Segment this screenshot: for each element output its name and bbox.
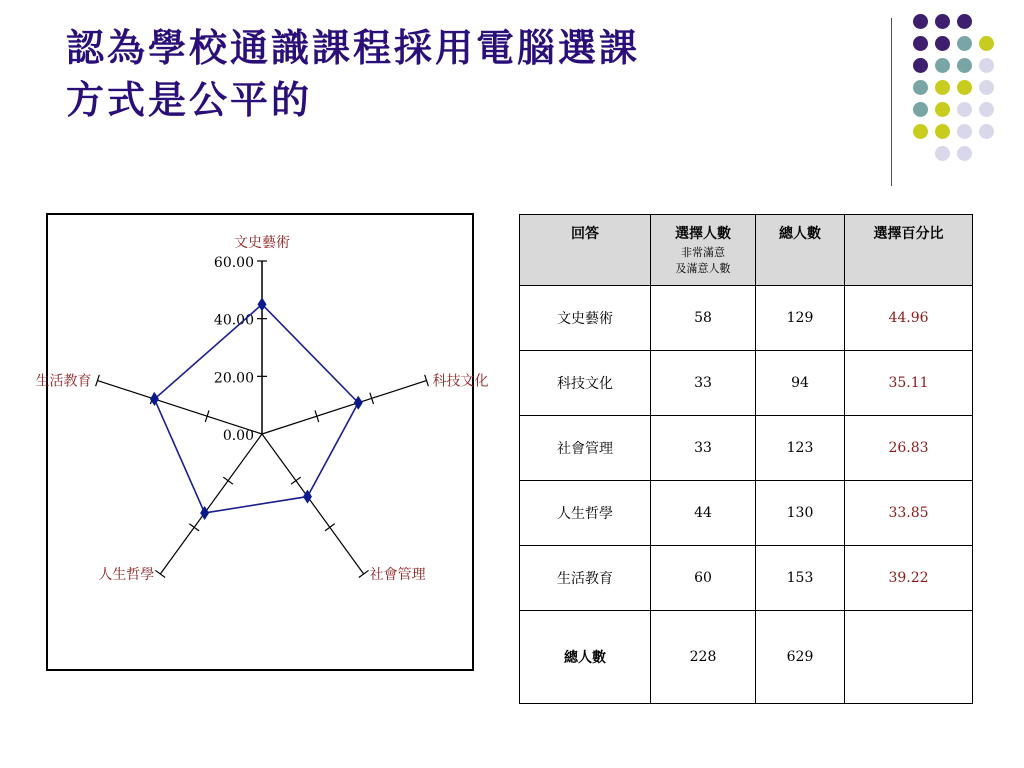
- radar-data-point: [150, 392, 159, 406]
- radar-category-label: 社會管理: [369, 566, 426, 583]
- cell-percent: 35.11: [845, 351, 973, 416]
- decorative-dot-grid: [895, 8, 1020, 173]
- table-row: [520, 481, 973, 546]
- decorative-dot: [913, 102, 928, 117]
- table-row: [520, 351, 973, 416]
- cell-chosen: 60: [651, 546, 756, 611]
- decorative-dot: [935, 102, 950, 117]
- header-chosen: 選擇人數 非常滿意 及滿意人數: [651, 215, 756, 286]
- decorative-dot: [957, 80, 972, 95]
- radar-chart: [35, 215, 489, 669]
- table-total-row: [520, 611, 973, 704]
- cell-chosen: 44: [651, 481, 756, 546]
- decorative-dot: [913, 36, 928, 51]
- radar-category-label: 生活教育: [35, 373, 92, 390]
- decorative-dot: [979, 36, 994, 51]
- table-row: [520, 546, 973, 611]
- header-percent: 選擇百分比: [845, 215, 973, 286]
- radar-axis: [160, 434, 262, 574]
- cell-total-label: 總人數: [520, 611, 651, 704]
- decorative-dot: [957, 124, 972, 139]
- radar-data-point: [258, 297, 267, 311]
- title-line-1: 認為學校通識課程採用電腦選課: [66, 25, 641, 70]
- cell-total-percent: [845, 611, 973, 704]
- cell-chosen: 33: [651, 416, 756, 481]
- radar-category-label: 文史藝術: [234, 235, 290, 251]
- decorative-dot: [913, 14, 928, 29]
- radar-axis: [97, 381, 262, 434]
- radar-category-label: 人生哲學: [98, 566, 155, 583]
- radar-axis: [262, 434, 364, 574]
- slide-title: [66, 22, 856, 126]
- cell-total: 153: [756, 546, 845, 611]
- decorative-dot: [935, 14, 950, 29]
- cell-total: 123: [756, 416, 845, 481]
- decorative-dot: [957, 36, 972, 51]
- decorative-dot: [957, 14, 972, 29]
- divider-line: [891, 18, 892, 186]
- cell-answer: 生活教育: [520, 546, 651, 611]
- decorative-dot: [913, 58, 928, 73]
- table-header-row: [520, 215, 973, 286]
- radar-tick-label: 40.00: [213, 312, 254, 329]
- decorative-dot: [979, 58, 994, 73]
- data-table: [519, 214, 973, 704]
- cell-percent: 26.83: [845, 416, 973, 481]
- header-answer: 回答: [520, 215, 651, 286]
- radar-axis-tick: [155, 570, 165, 577]
- radar-axis-tick: [359, 570, 369, 577]
- decorative-dot: [979, 80, 994, 95]
- cell-total-chosen: 228: [651, 611, 756, 704]
- cell-total-total: 629: [756, 611, 845, 704]
- decorative-dot: [935, 124, 950, 139]
- cell-total: 94: [756, 351, 845, 416]
- decorative-dot: [979, 124, 994, 139]
- decorative-dot: [913, 80, 928, 95]
- cell-percent: 39.22: [845, 546, 973, 611]
- radar-axis-tick: [223, 477, 233, 484]
- decorative-dot: [913, 124, 928, 139]
- cell-answer: 文史藝術: [520, 286, 651, 351]
- radar-tick-label: 60.00: [213, 255, 254, 271]
- radar-axis-tick: [291, 477, 301, 484]
- cell-chosen: 58: [651, 286, 756, 351]
- cell-total: 130: [756, 481, 845, 546]
- cell-answer: 科技文化: [520, 351, 651, 416]
- table-row: [520, 286, 973, 351]
- decorative-dot: [935, 36, 950, 51]
- cell-total: 129: [756, 286, 845, 351]
- decorative-dot: [935, 80, 950, 95]
- radar-chart-panel: [35, 213, 489, 671]
- decorative-dot: [935, 146, 950, 161]
- cell-percent: 44.96: [845, 286, 973, 351]
- radar-category-label: 科技文化: [432, 373, 489, 390]
- header-total: 總人數: [756, 215, 845, 286]
- decorative-dot: [979, 102, 994, 117]
- header-chosen-sub: 非常滿意 及滿意人數: [675, 246, 731, 275]
- decorative-dot: [957, 58, 972, 73]
- cell-percent: 33.85: [845, 481, 973, 546]
- radar-tick-label: 20.00: [213, 370, 254, 387]
- table-row: [520, 416, 973, 481]
- decorative-dot: [935, 58, 950, 73]
- decorative-dot: [957, 102, 972, 117]
- radar-tick-label: 0.00: [222, 428, 254, 444]
- cell-answer: 社會管理: [520, 416, 651, 481]
- cell-chosen: 33: [651, 351, 756, 416]
- radar-axis-tick: [325, 524, 335, 531]
- radar-axis-tick: [189, 524, 199, 531]
- cell-answer: 人生哲學: [520, 481, 651, 546]
- title-line-2: 方式是公平的: [66, 77, 313, 122]
- decorative-dot: [957, 146, 972, 161]
